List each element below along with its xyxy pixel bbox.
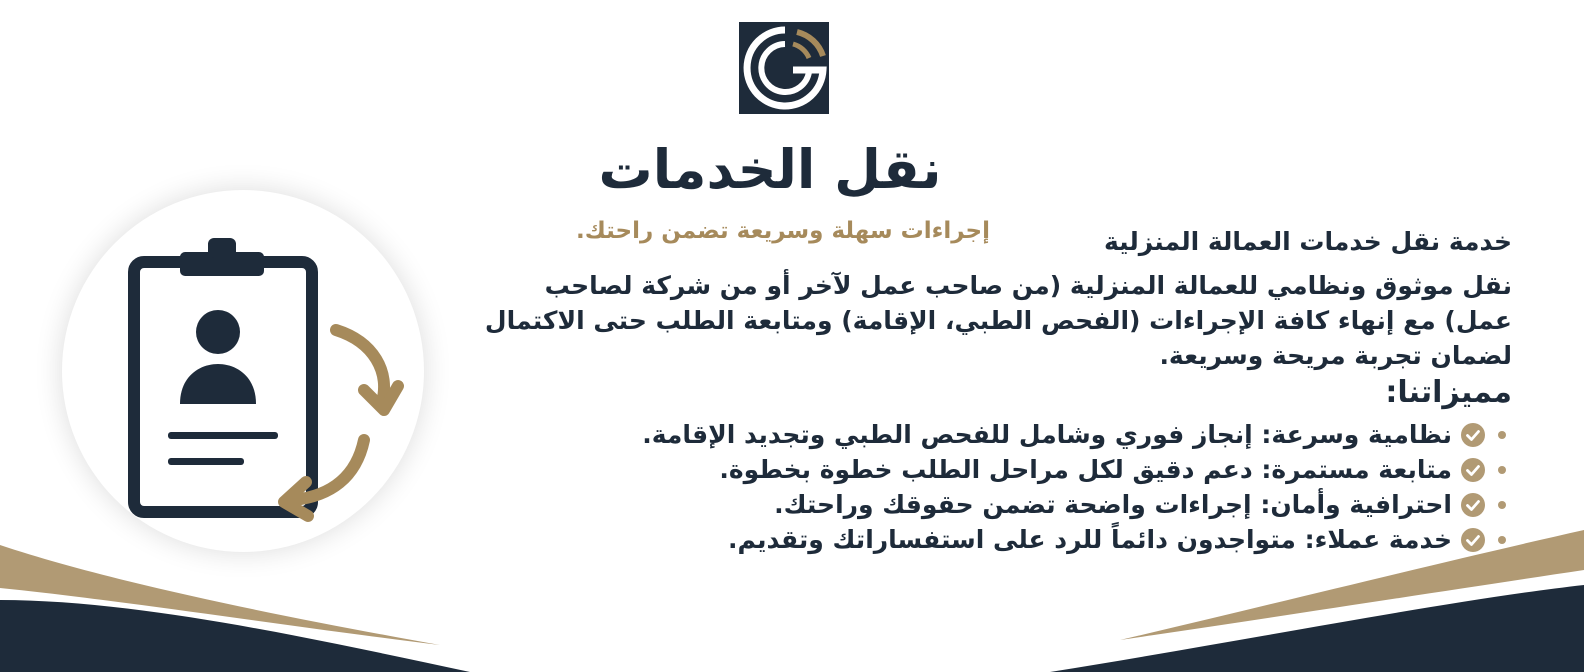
clipboard-person-transfer-icon <box>62 190 424 552</box>
features-list <box>470 417 1512 557</box>
page-subtitle: إجراءات سهلة وسريعة تضمن راحتك. <box>575 218 990 244</box>
bullet-dot <box>1498 501 1506 509</box>
feature-item <box>470 417 1506 452</box>
service-content <box>470 224 1512 557</box>
service-description: نقل موثوق ونظامي للعمالة المنزلية (من صاحب عمل لآخر أو من شركة لصاحب عمل) مع إنهاء كافة الإجراءات (الفحص الطبي، الإقامة) ومتابعة الطلب حتى الاكتمال لضمان تجربة مريحة وسريعة. <box>484 271 1512 370</box>
feature-item <box>470 487 1506 522</box>
check-circle-icon <box>1460 527 1486 553</box>
feature-item <box>470 452 1506 487</box>
bullet-dot <box>1498 466 1506 474</box>
check-circle-icon <box>1460 457 1486 483</box>
bullet-dot <box>1498 431 1506 439</box>
check-circle-icon <box>1460 492 1486 518</box>
features-heading: مميزاتنا: <box>1385 375 1512 410</box>
check-circle-icon <box>1460 422 1486 448</box>
page-title: نقل الخدمات <box>598 138 942 201</box>
bullet-dot <box>1498 536 1506 544</box>
feature-item <box>470 522 1506 557</box>
feature-text: متابعة مستمرة: دعم دقيق لكل مراحل الطلب خطوة بخطوة. <box>719 455 1452 484</box>
feature-text: نظامية وسرعة: إنجاز فوري وشامل للفحص الطبي وتجديد الإقامة. <box>642 420 1452 449</box>
service-title: خدمة نقل خدمات العمالة المنزلية <box>1103 227 1512 256</box>
illustration-circle <box>62 190 424 552</box>
g-monogram-logo <box>737 18 833 118</box>
feature-text: احترافية وأمان: إجراءات واضحة تضمن حقوقك وراحتك. <box>774 490 1452 519</box>
feature-text: خدمة عملاء: متواجدون دائماً للرد على استفساراتك وتقديم. <box>727 525 1452 554</box>
